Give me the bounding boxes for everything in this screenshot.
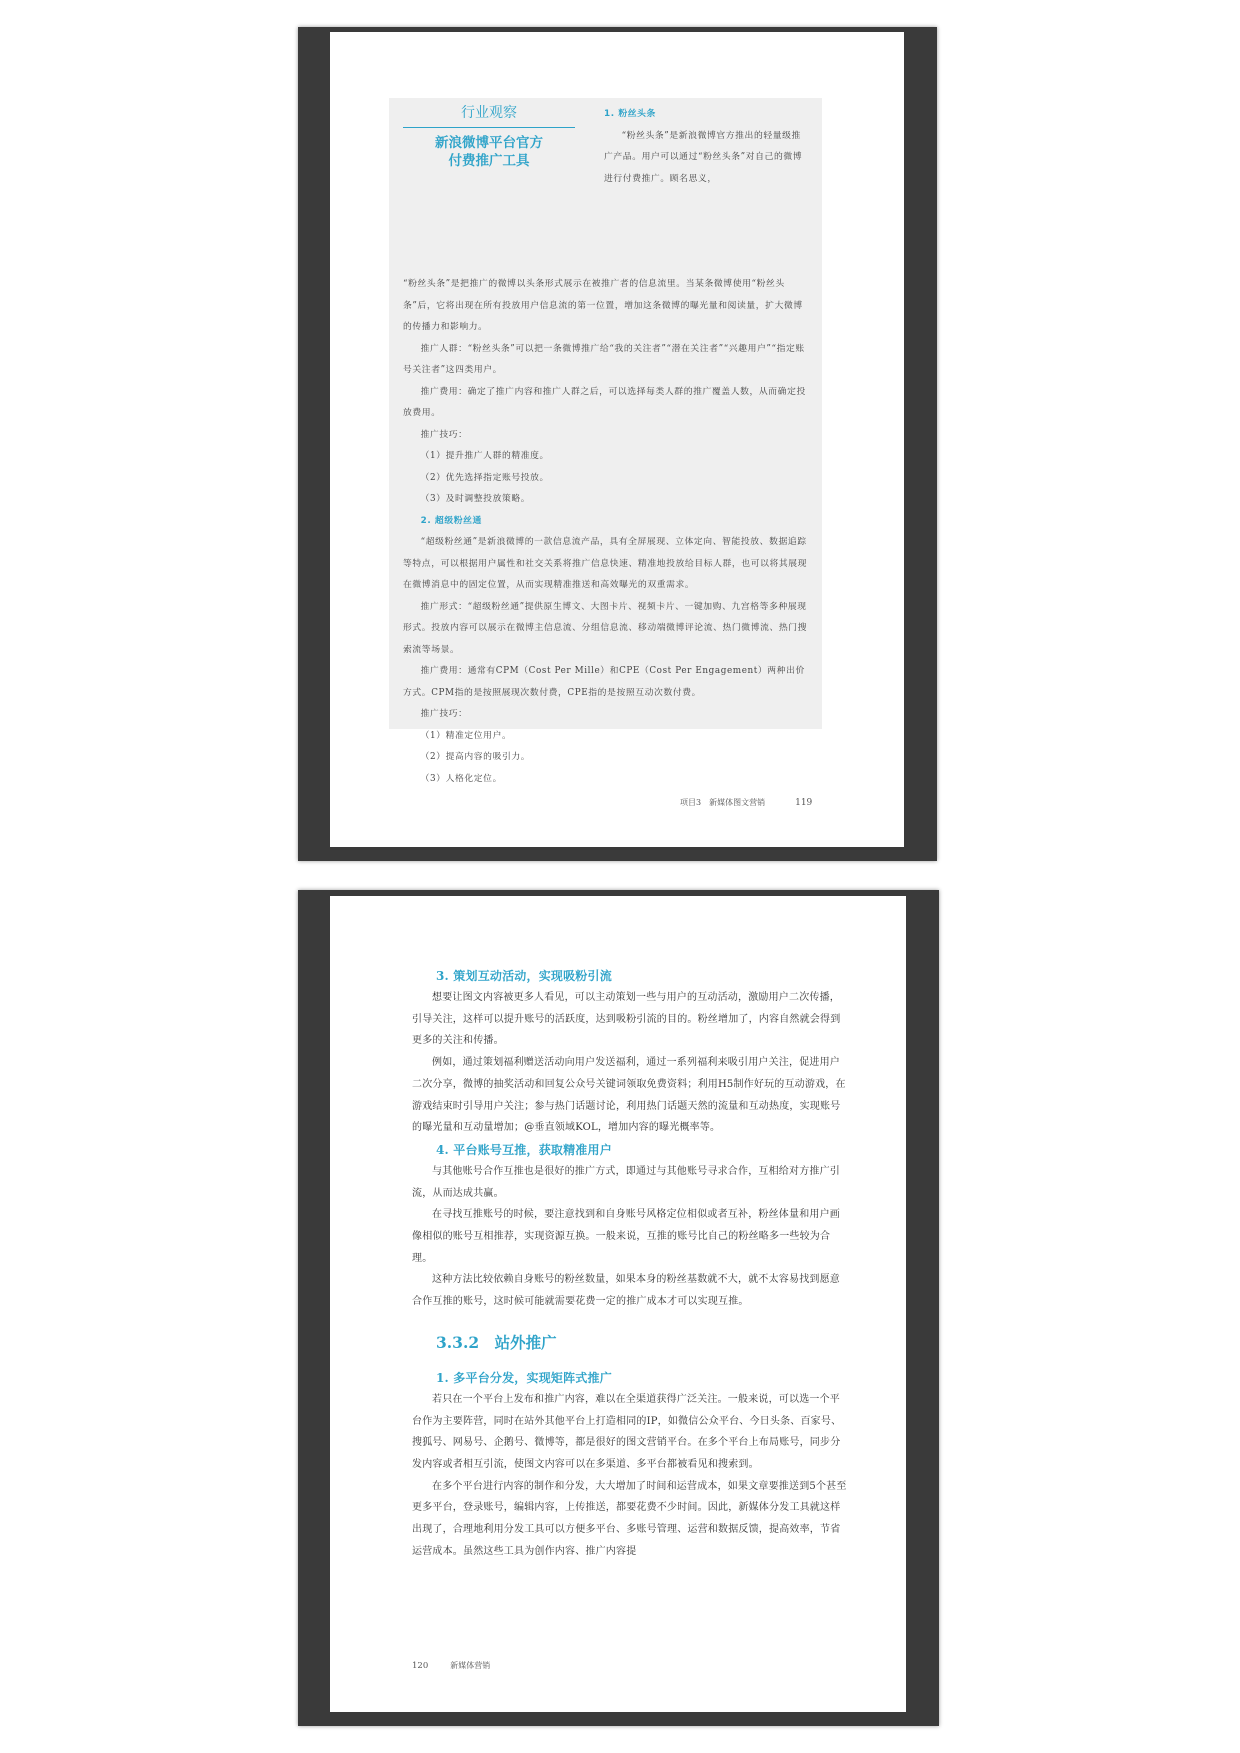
list-item: （1）提升推广人群的精准度。 — [420, 451, 549, 461]
page-number: 119 — [795, 798, 813, 808]
paragraph: 推广费用：通常有CPM（Cost Per Mille）和CPE（Cost Per Engagement）两种出价方式。CPM指的是按照展现次数付费，CPE指的是按照互动次数付费。 — [403, 666, 805, 698]
list-item: （2）提高内容的吸引力。 — [420, 752, 531, 762]
section-title: 3.3.2 站外推广 — [436, 1332, 557, 1352]
paragraph: 在多个平台进行内容的制作和分发，大大增加了时间和运营成本，如果文章要推送到5个甚至更多平台，登录账号，编辑内容，上传推送，都要花费不少时间。因此，新媒体分发工具就这样出现了，合理地利用分发工具可以方便多平台、多账号管理、运营和数据反馈，提高效率，节省运营成本。虽然这些工具为创作内容、推广内容提 — [412, 1480, 847, 1557]
heading-multi-platform: 1. 多平台分发，实现矩阵式推广 — [436, 1370, 612, 1385]
list-item: （2）优先选择指定账号投放。 — [420, 472, 549, 483]
box-title: 新浪微博平台官方付费推广工具 — [435, 135, 543, 169]
tips-label: 推广技巧： — [420, 429, 468, 440]
paragraph: 这种方法比较依赖自身账号的粉丝数量，如果本身的粉丝基数就不大，就不太容易找到愿意合作互推的账号，这时候可能就需要花费一定的推广成本才可以实现互推。 — [412, 1274, 840, 1308]
paragraph: 推广费用：确定了推广内容和推广人群之后，可以选择每类人群的推广覆盖人数，从而确定投放费用。 — [403, 386, 806, 418]
tips-label: 推广技巧： — [420, 709, 468, 719]
box-label: 行业观察 — [403, 102, 575, 128]
paragraph: “超级粉丝通”是新浪微博的一款信息流产品，具有全屏展现、立体定向、智能投放、数据追踪等特点，可以根据用户属性和社交关系将推广信息快速、精准地投放给目标人群，也可以将其展现在微博消息中的固定位置，从而实现精准推送和高效曝光的双重需求。 — [403, 537, 808, 590]
paragraph: 推广人群：“粉丝头条”可以把一条微博推广给“我的关注者”“潜在关注者”“兴趣用户”“指定账号关注者”这四类用户。 — [403, 343, 805, 375]
page-footer-2 — [412, 1660, 490, 1671]
paragraph: “粉丝头条”是把推广的微博以头条形式展示在被推广者的信息流里。当某条微博使用“粉丝头条”后，它将出现在所有投放用户信息流的第一位置，增加这条微博的曝光量和阅读量，扩大微博的传播力和影响力。 — [403, 279, 803, 332]
box-header — [403, 102, 575, 170]
box-body — [403, 274, 809, 790]
paragraph: 例如，通过策划福利赠送活动向用户发送福利，通过一系列福利来吸引用户关注，促进用户二次分享，微博的抽奖活动和回复公众号关键词领取免费资料；利用H5制作好玩的互动游戏，在游戏结束时引导用户关注；参与热门话题讨论，利用热门话题天然的流量和互动热度，实现账号的曝光量和互动量增加；@垂直领域KOL，增加内容的曝光概率等。 — [412, 1057, 846, 1134]
heading-fans-headline: 1. 粉丝头条 — [604, 109, 656, 119]
footer-chapter: 项目3 新媒体图文营销 — [680, 798, 766, 807]
page-footer-1 — [680, 797, 812, 808]
list-item: （1）精准定位用户。 — [420, 730, 512, 741]
page-2-body — [412, 965, 849, 1562]
page-number: 120 — [412, 1661, 429, 1671]
paragraph: 若只在一个平台上发布和推广内容，难以在全渠道获得广泛关注。一般来说，可以选一个平台作为主要阵营，同时在站外其他平台上打造相同的IP，如微信公众平台、今日头条、百家号、搜狐号、网易号、企鹅号、微博等，都是很好的图文营销平台。在多个平台上布局账号，同步分发内容或者相互引流，使图文内容可以在多渠道、多平台都被看见和搜索到。 — [412, 1393, 842, 1470]
industry-observation-box — [389, 98, 822, 784]
paragraph: 推广形式：“超级粉丝通”提供原生博文、大图卡片、视频卡片、一键加购、九宫格等多种展现形式。投放内容可以展示在微博主信息流、分组信息流、移动端微博评论流、热门微博流、热门搜索流等场景。 — [403, 601, 808, 655]
heading-account-cross-promotion: 4. 平台账号互推，获取精准用户 — [436, 1142, 612, 1157]
footer-book-title: 新媒体营销 — [450, 1661, 491, 1670]
heading-interactive-activities: 3. 策划互动活动，实现吸粉引流 — [436, 969, 612, 983]
box-right-column — [604, 104, 808, 190]
paragraph: 在寻找互推账号的时候，要注意找到和自身账号风格定位相似或者互补，粉丝体量和用户画像相似的账号互相推荐，实现资源互换。一般来说，互推的账号比自己的粉丝略多一些较为合理。 — [412, 1209, 840, 1264]
list-item: （3）人格化定位。 — [420, 773, 502, 784]
paragraph: 与其他账号合作互推也是很好的推广方式，即通过与其他账号寻求合作，互相给对方推广引流，从而达成共赢。 — [412, 1165, 840, 1199]
heading-super-fans: 2. 超级粉丝通 — [420, 515, 482, 526]
paragraph: 想要让图文内容被更多人看见，可以主动策划一些与用户的互动活动，激励用户二次传播，引导关注，这样可以提升账号的活跃度，达到吸粉引流的目的。粉丝增加了，内容自然就会得到更多的关注和传播。 — [412, 992, 841, 1047]
list-item: （3）及时调整投放策略。 — [420, 494, 531, 504]
paragraph: “粉丝头条”是新浪微博官方推出的轻量级推广产品。用户可以通过“粉丝头条”对自己的微博进行付费推广。顾名思义， — [604, 130, 803, 184]
